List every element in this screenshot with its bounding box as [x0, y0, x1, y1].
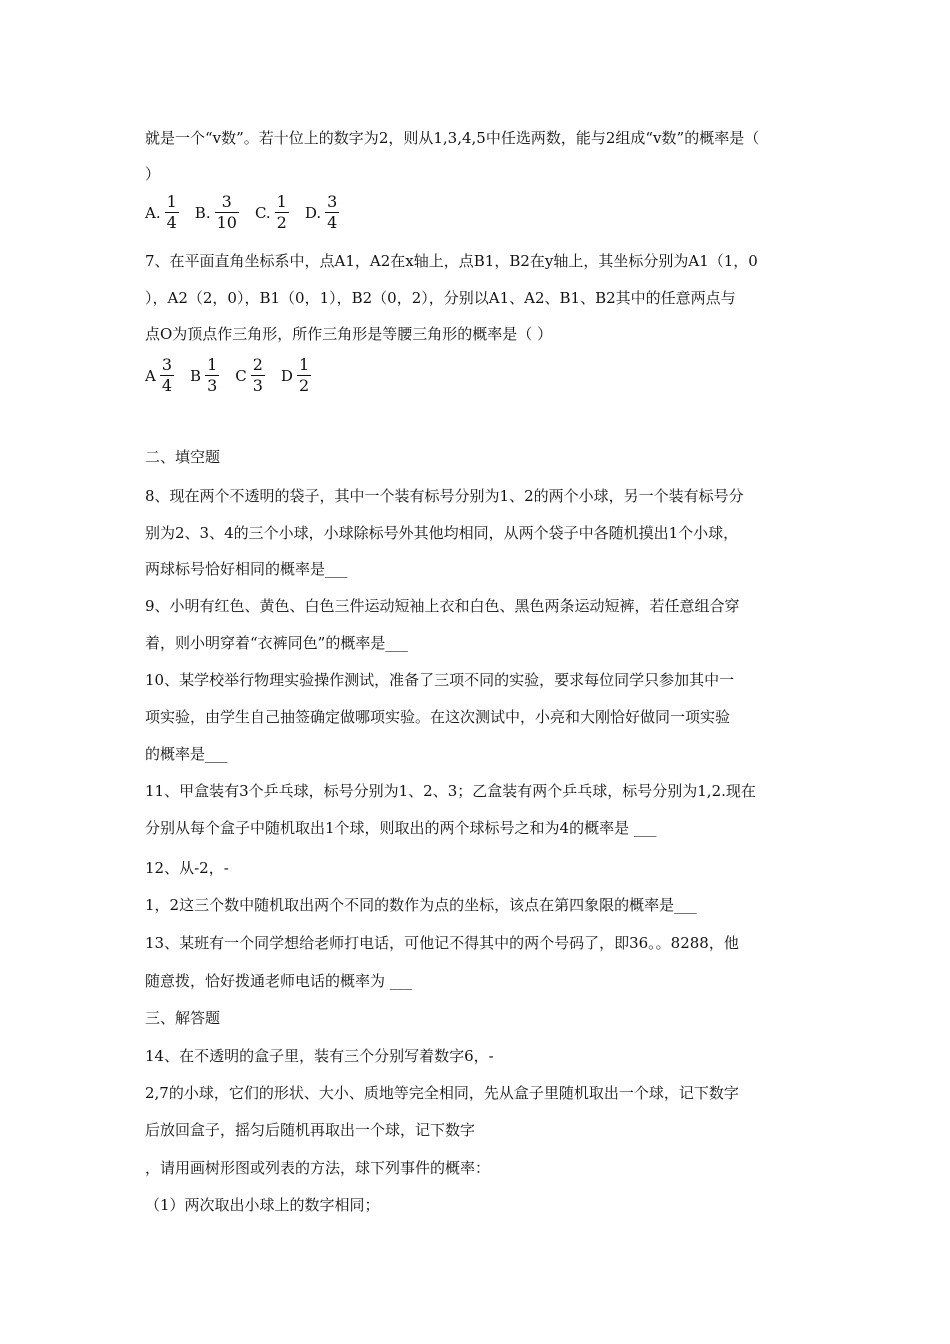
- q11-text-line2: 分别从每个盒子中随机取出1个球，则取出的两个球标号之和为4的概率是 ___: [145, 819, 657, 837]
- q6-option-c: C. $\frac{1}{2}$: [254, 192, 287, 232]
- q11-text-line1: 11、甲盒装有3个乒乓球，标号分别为1、2、3；乙盒装有两个乒乓球，标号分别为1,2.现在: [145, 782, 756, 800]
- section-2-heading: 二、填空题: [145, 448, 221, 466]
- q7-text-line2: ），A2（2，0），B1（0，1），B2（0，2），分别以A1、A2、B1、B2其中的任意两点与: [145, 289, 736, 307]
- q14-text-line3: 后放回盒子，摇匀后随机再取出一个球，记下数字: [145, 1121, 476, 1139]
- q12-text-line2: 1，2这三个数中随机取出两个不同的数作为点的坐标，该点在第四象限的概率是___: [145, 896, 697, 914]
- q14-text-line5: （1）两次取出小球上的数字相同；: [145, 1196, 380, 1214]
- q12-text-line1: 12、从-2，-: [145, 859, 229, 877]
- fraction: $\frac{3}{4}$: [161, 355, 173, 395]
- fraction: $\frac{1}{3}$: [207, 355, 218, 395]
- q10-text-line1: 10、某学校举行物理实验操作测试，准备了三项不同的实验，要求每位同学只参加其中一: [145, 671, 735, 689]
- q6-options: [145, 192, 355, 233]
- q6-text-line2: ）: [145, 165, 161, 183]
- fraction: $\frac{3}{10}$: [216, 192, 237, 232]
- q7-option-c: C $\frac{2}{3}$: [235, 355, 263, 395]
- q13-text-line2: 随意拨，恰好拨通老师电话的概率为 ___: [145, 972, 413, 990]
- q8-text-line2: 别为2、3、4的三个小球，小球除标号外其他均相同，从两个袋子中各随机摸出1个小球，: [145, 524, 739, 542]
- q6-option-a: A. $\frac{1}{4}$: [145, 192, 177, 232]
- fraction: $\frac{3}{4}$: [327, 192, 338, 232]
- q6-option-d: D. $\frac{3}{4}$: [304, 192, 338, 232]
- section-3-heading: 三、解答题: [145, 1009, 221, 1027]
- fraction: $\frac{1}{2}$: [276, 192, 287, 232]
- q10-text-line3: 的概率是___: [145, 745, 228, 763]
- q6-text-line1: 就是一个“v数”。若十位上的数字为2，则从1,3,4,5中任选两数，能与2组成“v数”的概率是（: [145, 129, 760, 147]
- q7-option-d: D $\frac{1}{2}$: [280, 355, 310, 395]
- q7-text-line3: 点O为顶点作三角形，所作三角形是等腰三角形的概率是（ ）: [145, 325, 553, 343]
- q8-text-line3: 两球标号恰好相同的概率是___: [145, 560, 348, 578]
- q7-option-a: A $\frac{3}{4}$: [145, 355, 173, 395]
- q8-text-line1: 8、现在两个不透明的袋子，其中一个装有标号分别为1、2的两个小球，另一个装有标号分: [145, 487, 744, 505]
- q9-text-line2: 着，则小明穿着“衣裤同色”的概率是___: [145, 634, 408, 652]
- q7-option-b: B $\frac{1}{3}$: [190, 355, 218, 395]
- q14-text-line1: 14、在不透明的盒子里，装有三个分别写着数字6，-: [145, 1047, 494, 1065]
- q10-text-line2: 项实验，由学生自己抽签确定做哪项实验。在这次测试中，小亮和大刚恰好做同一项实验: [145, 708, 731, 726]
- q14-text-line4: ，请用画树形图或列表的方法，球下列事件的概率：: [145, 1159, 491, 1177]
- q14-text-line2: 2,7的小球，它们的形状、大小、质地等完全相同，先从盒子里随机取出一个球，记下数字: [145, 1084, 739, 1102]
- q7-text-line1: 7、在平面直角坐标系中，点A1，A2在x轴上，点B1，B2在y轴上，其坐标分别为A1（1，0: [145, 252, 758, 270]
- q13-text-line1: 13、某班有一个同学想给老师打电话，可他记不得其中的两个号码了，即36。。8288，他: [145, 934, 739, 952]
- fraction: $\frac{1}{2}$: [298, 355, 310, 395]
- fraction: $\frac{2}{3}$: [252, 355, 263, 395]
- q7-options: [145, 355, 327, 396]
- q6-option-b: B. $\frac{3}{10}$: [194, 192, 237, 232]
- fraction: $\frac{1}{4}$: [166, 192, 177, 232]
- q9-text-line1: 9、小明有红色、黄色、白色三件运动短袖上衣和白色、黑色两条运动短裤，若任意组合穿: [145, 597, 740, 615]
